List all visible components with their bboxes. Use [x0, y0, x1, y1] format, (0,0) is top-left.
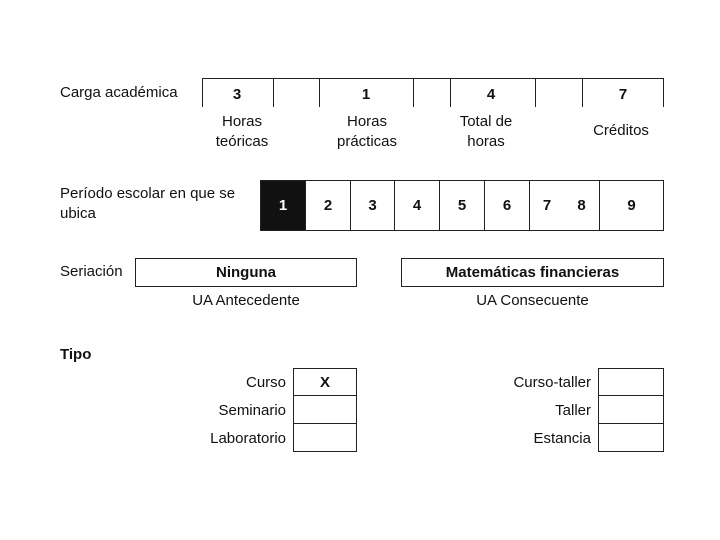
tipo-label: Tipo [60, 346, 92, 363]
carga-divider [202, 78, 203, 107]
carga-academica-label: Carga académica [60, 84, 178, 101]
caption-line: Horas [346, 113, 387, 130]
periodo-label-line: ubica [60, 205, 96, 222]
ua-consecuente-caption: UA Consecuente [476, 292, 589, 309]
tipo-left-boxes [293, 368, 357, 452]
carga-divider [663, 78, 664, 107]
horas-teoricas-caption [197, 112, 287, 152]
tipo-estancia-label: Estancia [533, 430, 591, 447]
tipo-estancia-box [598, 423, 664, 452]
periodo-cell-4: 4 [395, 181, 440, 230]
carga-divider [450, 78, 451, 107]
ua-consecuente-box [401, 258, 664, 287]
horas-practicas-caption [322, 112, 412, 152]
ua-antecedente-box [135, 258, 357, 287]
periodo-label [60, 184, 235, 224]
periodo-grid [260, 180, 664, 231]
caption-line: Horas [221, 113, 262, 130]
caption-line: Créditos [593, 122, 649, 139]
periodo-cell-1: 1 [261, 181, 306, 230]
horas-teoricas-value: 3 [232, 86, 242, 103]
periodo-cell-7: 7 [542, 197, 552, 214]
total-horas-value: 4 [486, 86, 496, 103]
tipo-taller-label: Taller [555, 402, 591, 419]
periodo-cell-2: 2 [306, 181, 351, 230]
caption-line: Total de [459, 113, 513, 130]
periodo-cell-6: 6 [485, 181, 530, 230]
tipo-laboratorio-label: Laboratorio [210, 430, 286, 447]
periodo-cell-3: 3 [351, 181, 395, 230]
periodo-label-line: Período escolar en que se [60, 185, 236, 202]
carga-divider [413, 78, 414, 107]
carga-divider [582, 78, 583, 107]
horas-practicas-value: 1 [361, 86, 371, 103]
tipo-curso-taller-label: Curso-taller [513, 374, 591, 391]
carga-divider [273, 78, 274, 107]
carga-top-rule [202, 78, 664, 79]
caption-line: horas [467, 133, 505, 150]
carga-divider [319, 78, 320, 107]
carga-divider [535, 78, 536, 107]
creditos-value: 7 [618, 86, 628, 103]
ua-consecuente-value: Matemáticas financieras [445, 264, 620, 281]
ua-antecedente-value: Ninguna [216, 264, 276, 281]
tipo-laboratorio-box [293, 423, 357, 452]
tipo-curso-taller-box [598, 368, 664, 396]
periodo-cell-5: 5 [440, 181, 485, 230]
tipo-curso-box: X [293, 368, 357, 396]
ua-antecedente-caption: UA Antecedente [192, 292, 300, 309]
periodo-cell-9: 9 [627, 197, 636, 214]
tipo-seminario-box [293, 396, 357, 424]
total-horas-caption [441, 112, 531, 152]
caption-line: prácticas [336, 133, 398, 150]
tipo-seminario-label: Seminario [218, 402, 286, 419]
periodo-cell-8: 8 [564, 181, 600, 230]
tipo-taller-box [598, 396, 664, 424]
tipo-curso-label: Curso [245, 374, 286, 391]
caption-line: teóricas [215, 133, 269, 150]
tipo-right-boxes [598, 368, 664, 452]
creditos-caption [576, 121, 666, 141]
seriacion-label: Seriación [60, 263, 123, 280]
